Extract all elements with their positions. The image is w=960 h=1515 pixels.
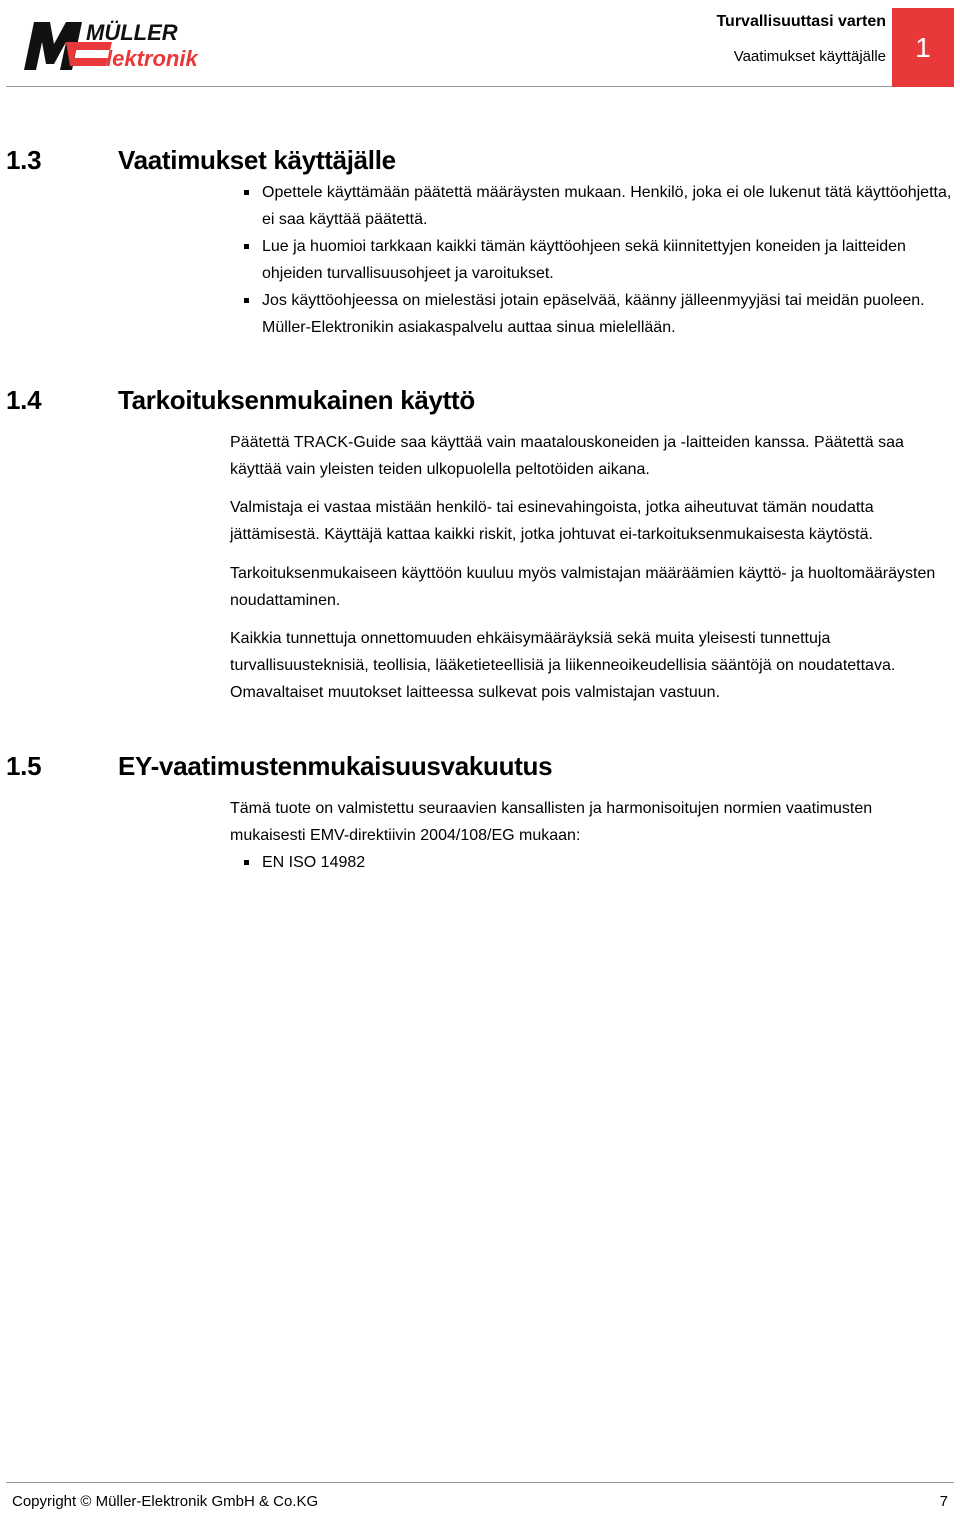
chapter-number-badge: 1 [892,8,954,87]
footer-divider [6,1482,954,1483]
header-divider [6,86,892,87]
requirements-list [262,179,952,341]
paragraph: Kaikkia tunnettuja onnettomuuden ehkäisymääräyksiä sekä muita yleisesti tunnettuja turvallisuusteknisiä, teollisia, lääketieteellisiä ja liikenneoikeudellisia sääntöjä on noudatettava. Omavaltaiset muutokset laitteessa sulkevat pois valmistajan vastuun. [230,630,896,701]
section-title-text: Vaatimukset käyttäjälle [118,145,396,175]
section-title-text: EY-vaatimustenmukaisuusvakuutus [118,751,553,781]
page-header [0,0,960,90]
paragraph: Päätettä TRACK-Guide saa käyttää vain maatalouskoneiden ja -laitteiden kanssa. Päätettä saa käyttää vain yleisten teiden ulkopuolella peltotöiden aikana. [230,434,904,478]
section-heading-1-5 [6,751,552,782]
list-item: Jos käyttöohjeessa on mielestäsi jotain epäselvää, käänny jälleenmyyjäsi tai meidän puoleen. Müller-Elektronikin asiakaspalvelu auttaa sinua mielellään. [262,287,952,341]
section-title-text: Tarkoituksenmukainen käyttö [118,385,475,415]
muller-elektronik-logo [20,14,230,76]
paragraph: Tämä tuote on valmistettu seuraavien kansallisten ja harmonisoitujen normien vaatimusten mukaisesti EMV-direktiivin 2004/108/EG mukaan: [230,800,873,844]
header-section-title: Vaatimukset käyttäjälle [733,48,886,65]
paragraph: Valmistaja ei vastaa mistään henkilö- tai esinevahingoista, jotka aiheutuvat tämän noudatta jättämisestä. Käyttäjä kattaa kaikki riskit, jotka johtuvat ei-tarkoituksenmukaisesta käytöstä. [230,499,874,543]
list-item: Lue ja huomioi tarkkaan kaikki tämän käyttöohjeen sekä kiinnitettyjen koneiden ja laitteiden ohjeiden turvallisuusohjeet ja varoitukset. [262,233,952,287]
paragraph: Tarkoituksenmukaiseen käyttöön kuuluu myös valmistajan määräämien käyttö- ja huoltomääräysten noudattaminen. [230,565,936,609]
svg-text:MÜLLER: MÜLLER [86,20,178,45]
footer-copyright: Copyright © Müller-Elektronik GmbH & Co.KG [12,1493,319,1510]
section-heading-1-4 [6,385,475,416]
section-number: 1.5 [6,751,42,781]
svg-text:lektronik: lektronik [106,46,198,71]
header-chapter-title: Turvallisuuttasi varten [716,13,886,30]
footer-page-number: 7 [939,1493,948,1510]
section-number: 1.4 [6,385,42,415]
list-item: EN ISO 14982 [262,849,952,876]
section-heading-1-3 [6,145,396,176]
section-number: 1.3 [6,145,42,175]
list-item: Opettele käyttämään päätettä määräysten mukaan. Henkilö, joka ei ole lukenut tätä käyttöohjetta, ei saa käyttää päätettä. [262,179,952,233]
standards-list [262,849,952,876]
